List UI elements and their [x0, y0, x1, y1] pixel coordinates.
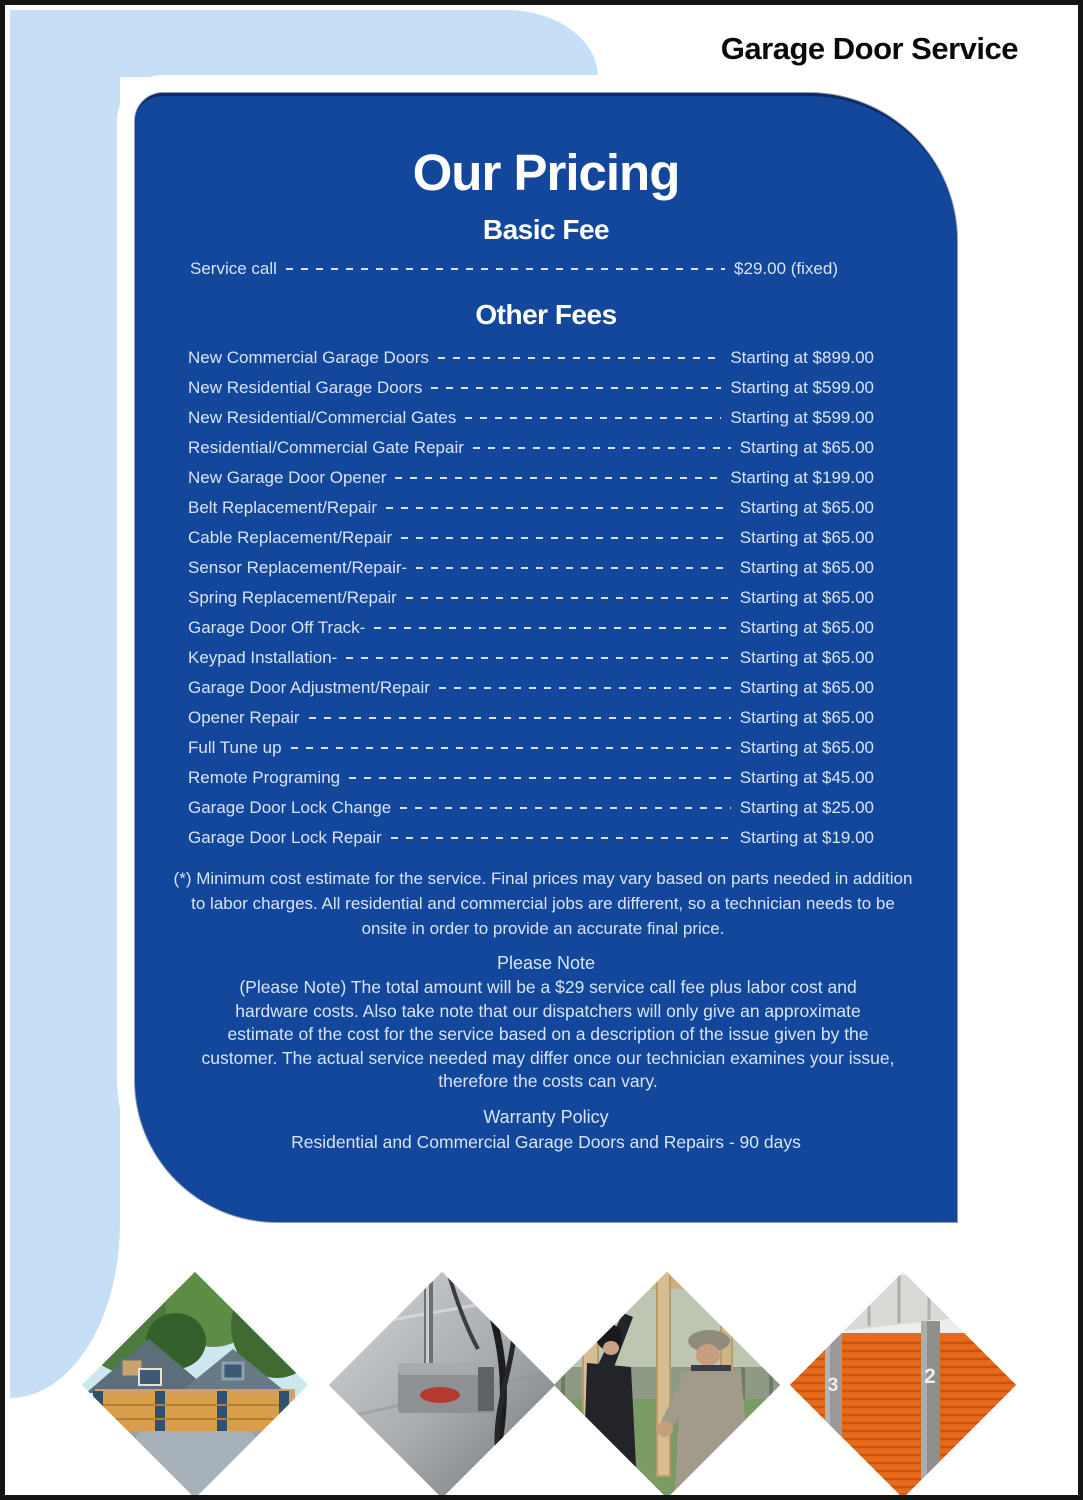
opener-photo [329, 1272, 555, 1498]
dash-leader [395, 477, 721, 479]
unit-number-2: 2 [924, 1365, 936, 1388]
photo-diamond-opener [329, 1272, 555, 1498]
fee-row [188, 793, 874, 823]
fee-row [188, 613, 874, 643]
fee-row [188, 403, 874, 433]
storage-doors-photo [790, 1272, 1016, 1498]
fee-price: Starting at $899.00 [730, 348, 874, 367]
fee-price: Starting at $599.00 [730, 408, 874, 427]
dash-leader [416, 567, 731, 569]
fee-row [188, 463, 874, 493]
fee-price: Starting at $45.00 [739, 768, 874, 787]
dash-leader [439, 687, 731, 689]
fee-label: Garage Door Off Track- [188, 618, 366, 637]
dash-leader [401, 537, 731, 539]
dash-leader [374, 627, 730, 629]
installers-photo [554, 1272, 780, 1498]
fee-price: Starting at $65.00 [739, 708, 874, 727]
dash-leader [465, 417, 721, 419]
basic-fee-row [190, 254, 838, 284]
fee-price: Starting at $199.00 [730, 468, 874, 487]
fee-label: Full Tune up [188, 738, 282, 757]
other-fees-heading: Other Fees [475, 299, 617, 330]
dash-leader [406, 597, 731, 599]
photo-diamond-house [82, 1272, 308, 1498]
fee-label: Sensor Replacement/Repair- [188, 558, 408, 577]
house-photo [82, 1272, 308, 1498]
unit-number-3: 3 [827, 1375, 839, 1396]
fee-row [188, 733, 874, 763]
warranty-heading: Warranty Policy [483, 1107, 609, 1127]
fee-row [188, 523, 874, 553]
fee-label: Residential/Commercial Gate Repair [188, 438, 464, 457]
fee-price: Starting at $599.00 [730, 378, 874, 397]
dash-leader [391, 837, 731, 839]
fee-label: Garage Door Lock Repair [188, 828, 382, 847]
fee-row [188, 343, 874, 373]
fee-price: Starting at $19.00 [739, 828, 874, 847]
fee-label: Service call [190, 259, 277, 278]
fee-price: Starting at $65.00 [739, 618, 874, 637]
dash-leader [309, 717, 731, 719]
fee-label: Opener Repair [188, 708, 300, 727]
fee-label: Garage Door Adjustment/Repair [188, 678, 430, 697]
fee-label: New Garage Door Opener [188, 468, 387, 487]
fee-row [188, 703, 874, 733]
fee-label: Cable Replacement/Repair [188, 528, 393, 547]
note-body: (Please Note) The total amount will be a $29 service call fee plus labor cost and hardware costs. Also take note that our dispatchers will only give an approximate estimate of the cost for the service based on a description of the issue given by the customer. The actual service needed may differ once our technician examines your issue, therefore the costs can vary. [201, 977, 895, 1091]
fee-row [188, 823, 874, 853]
photo-diamond-installers [554, 1272, 780, 1498]
fee-price: Starting at $65.00 [739, 498, 874, 517]
dash-leader [291, 747, 731, 749]
fee-row [188, 493, 874, 523]
dash-leader [431, 387, 721, 389]
warranty-body: Residential and Commercial Garage Doors and Repairs - 90 days [291, 1132, 801, 1152]
fee-row [188, 583, 874, 613]
fee-label: Remote Programing [188, 768, 341, 787]
fee-label: Belt Replacement/Repair [188, 498, 377, 517]
page-title: Our Pricing [412, 144, 680, 201]
fee-label: New Commercial Garage Doors [188, 348, 429, 367]
dash-leader [349, 777, 731, 779]
dash-leader [438, 357, 721, 359]
fee-row [188, 373, 874, 403]
brand-title: Garage Door Service [720, 31, 1018, 66]
dash-leader [400, 807, 731, 809]
pricing-disclaimer: (*) Minimum cost estimate for the service. Final prices may vary based on parts needed in addition to labor charges. All residential and commercial jobs are different, so a technician needs to be onsite in order to provide an accurate final price. [173, 869, 913, 938]
fee-price: Starting at $25.00 [739, 798, 874, 817]
fee-price: Starting at $65.00 [739, 528, 874, 547]
fee-row [188, 553, 874, 583]
basic-fee-heading: Basic Fee [482, 214, 610, 245]
fee-price: Starting at $65.00 [739, 588, 874, 607]
fee-row [188, 643, 874, 673]
fee-price: Starting at $65.00 [739, 678, 874, 697]
fee-row [188, 673, 874, 703]
fee-price: Starting at $65.00 [739, 438, 874, 457]
fee-label: Spring Replacement/Repair [188, 588, 397, 607]
fee-row [188, 433, 874, 463]
fee-price: Starting at $65.00 [739, 648, 874, 667]
photo-diamond-storage [790, 1272, 1016, 1498]
fee-price: Starting at $65.00 [739, 558, 874, 577]
dash-leader [386, 507, 731, 509]
fee-row [188, 763, 874, 793]
dash-leader [346, 657, 730, 659]
dash-leader [473, 447, 731, 449]
fee-price: $29.00 (fixed) [734, 259, 838, 278]
note-heading: Please Note [496, 953, 596, 973]
dash-leader [286, 268, 725, 270]
fee-label: Garage Door Lock Change [188, 798, 392, 817]
lightblue-left-band [10, 10, 120, 1398]
fee-price: Starting at $65.00 [739, 738, 874, 757]
fee-label: Keypad Installation- [188, 648, 338, 667]
fee-label: New Residential Garage Doors [188, 378, 423, 397]
other-fees-list [188, 343, 874, 853]
fee-label: New Residential/Commercial Gates [188, 408, 457, 427]
